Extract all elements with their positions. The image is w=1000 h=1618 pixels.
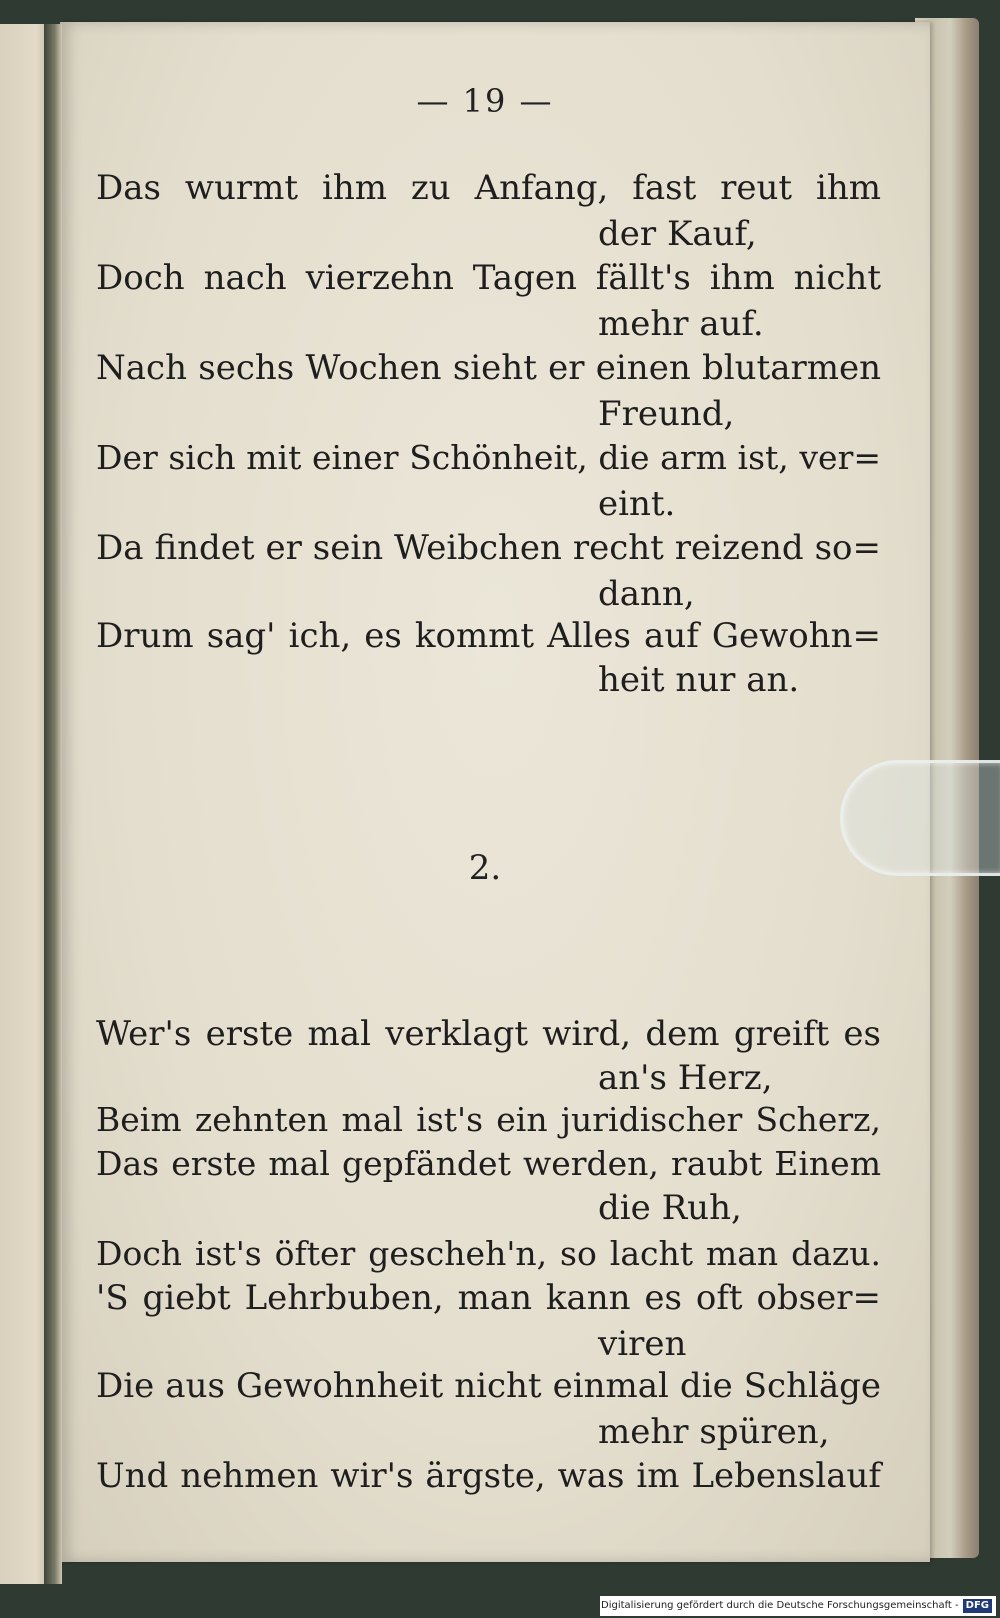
verse-continuation-line: eint.: [598, 484, 676, 524]
page-number: — 19 —: [416, 82, 554, 120]
digitization-footer: [600, 1596, 996, 1616]
verse-line: Wer's erste mal verklagt wird, dem greift es: [96, 1014, 881, 1054]
verse-continuation-line: mehr auf.: [598, 304, 764, 344]
verse-line: Doch ist's öfter gescheh'n, so lacht man dazu.: [96, 1234, 881, 1273]
verse-continuation-line: Freund,: [598, 394, 735, 434]
verse-line: Doch nach vierzehn Tagen fällt's ihm nicht: [96, 258, 881, 298]
verse-continuation-line: die Ruh,: [598, 1188, 742, 1228]
verse-continuation-line: an's Herz,: [598, 1058, 773, 1098]
verse-continuation-line: viren: [598, 1324, 687, 1364]
book-gutter: [44, 24, 62, 1584]
verse-line: Nach sechs Wochen sieht er einen blutarmen: [96, 348, 881, 388]
verse-line: Und nehmen wir's ärgste, was im Lebenslauf: [96, 1456, 881, 1496]
footer-credit: Digitalisierung gefördert durch die Deutsche Forschungsgemeinschaft -: [601, 1600, 959, 1611]
verse-continuation-line: der Kauf,: [598, 214, 757, 254]
verse-line: Da findet er sein Weibchen recht reizend so=: [96, 528, 881, 568]
verse-continuation-line: dann,: [598, 574, 695, 614]
dfg-logo: DFG: [963, 1599, 992, 1613]
verse-line: Beim zehnten mal ist's ein juridischer Scherz,: [96, 1100, 881, 1139]
verse-continuation-line: heit nur an.: [598, 660, 800, 700]
book-page: [60, 22, 930, 1562]
verse-line: Das erste mal gepfändet werden, raubt Einem: [96, 1144, 881, 1183]
verse-line: Drum sag' ich, es kommt Alles auf Gewohn=: [96, 616, 881, 656]
verse-line: Der sich mit einer Schönheit, die arm ist, ver=: [96, 438, 881, 477]
verse-line: 'S giebt Lehrbuben, man kann es oft obser=: [96, 1278, 881, 1318]
verse-line: Die aus Gewohnheit nicht einmal die Schläge: [96, 1366, 881, 1406]
verse-line: Das wurmt ihm zu Anfang, fast reut ihm: [96, 168, 881, 208]
verse-continuation-line: mehr spüren,: [598, 1412, 830, 1452]
section-number: 2.: [468, 848, 502, 888]
